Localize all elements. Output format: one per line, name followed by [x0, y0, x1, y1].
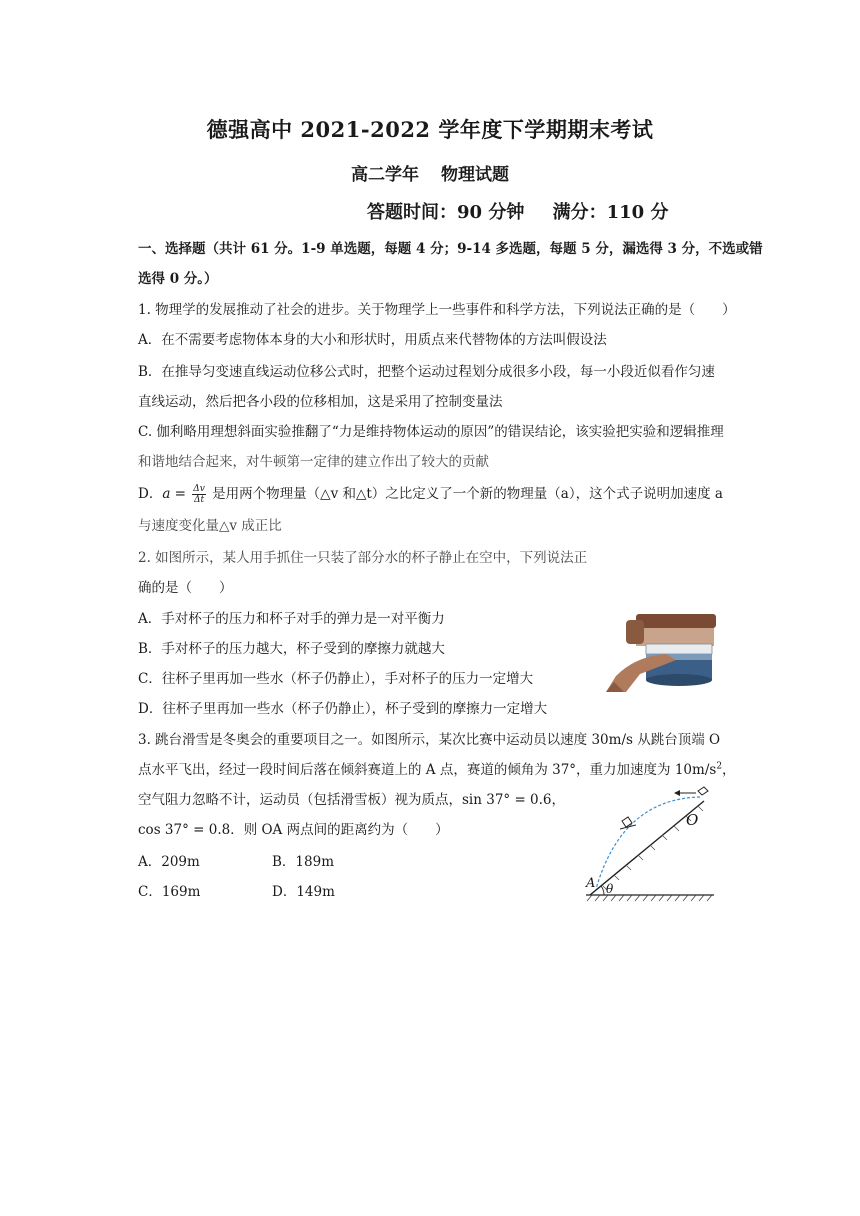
- q1-stem: 1. 物理学的发展推动了社会的进步。关于物理学上一些事件和科学方法，下列说法正确的是（ ）: [138, 302, 736, 318]
- ski-jump-diagram: [582, 785, 716, 903]
- time-limit: 答题时间：90 分钟: [367, 202, 525, 223]
- exam-subtitle: [0, 160, 860, 185]
- q1-option-c-line2: 和谐地结合起来，对牛顿第一定律的建立作出了较大的贡献: [138, 454, 489, 470]
- grade-label: 高二学年: [351, 165, 420, 185]
- label-o: O: [686, 811, 699, 829]
- q2-stem-line1: 2. 如图所示，某人用手抓住一只装了部分水的杯子静止在空中，下列说法正: [138, 550, 588, 566]
- q3-line2-main: 点水平飞出，经过一段时间后落在倾斜赛道上的 A 点，赛道的倾角为 37°，重力加速度为 10m/s: [138, 762, 717, 778]
- q3-line3: 空气阻力忽略不计，运动员（包括滑雪板）视为质点，sin 37° = 0.6，: [138, 792, 566, 808]
- label-theta: θ: [606, 882, 614, 896]
- q1-option-b-line2: 直线运动，然后把各小段的位移相加，这是采用了控制变量法: [138, 394, 503, 410]
- q1-option-b-line1: B．在推导匀变速直线运动位移公式时，把整个运动过程划分成很多小段，每一小段近似看作匀速: [138, 364, 715, 380]
- q1-d-prefix: D．: [138, 486, 163, 502]
- q1-d-denominator: Δt: [194, 495, 205, 505]
- q3-option-a: A．209m: [138, 854, 200, 870]
- q1-d-numerator: Δv: [193, 484, 205, 494]
- q2-option-c: C．往杯子里再加一些水（杯子仍静止），手对杯子的压力一定增大: [138, 671, 534, 687]
- q2-option-d: D．往杯子里再加一些水（杯子仍静止），杯子受到的摩擦力一定增大: [138, 701, 548, 717]
- section-heading-line1: 一、选择题（共计 61 分。1-9 单选题，每题 4 分；9-14 多选题，每题 5 分，漏选得 3 分，不选或错: [138, 241, 763, 257]
- q3-line2: [138, 758, 736, 778]
- exam-time-info: [367, 198, 690, 224]
- q1-option-d-line1: [138, 482, 723, 505]
- cup-in-hand-photo: [606, 612, 718, 694]
- angle-arc: [601, 886, 604, 895]
- q3-option-d: D．149m: [272, 884, 335, 900]
- q1-option-c-line1: C. 伽利略用理想斜面实验推翻了“力是维持物体运动的原因”的错误结论，该实验把实验和逻辑推理: [138, 424, 724, 440]
- label-a: A: [586, 876, 596, 891]
- skier-icon: [698, 787, 708, 795]
- q3-line2-superscript: 2: [716, 761, 723, 772]
- exam-title: 德强高中 2021-2022 学年度下学期期末考试: [206, 117, 654, 142]
- q1-d-variable: a: [162, 486, 171, 502]
- q3-line2-end: ，: [722, 762, 736, 778]
- q3-line4: cos 37° = 0.8．则 OA 两点间的距离约为（ ）: [138, 822, 449, 838]
- velocity-arrow-head: [674, 790, 680, 796]
- trajectory-curve: [596, 797, 700, 889]
- q2-option-b: B．手对杯子的压力越大，杯子受到的摩擦力就越大: [138, 641, 445, 657]
- q1-d-equals: =: [170, 486, 191, 502]
- q1-option-a: A．在不需要考虑物体本身的大小和形状时，用质点来代替物体的方法叫假设法: [138, 332, 607, 348]
- q3-line1: 3. 跳台滑雪是冬奥会的重要项目之一。如图所示，某次比赛中运动员以速度 30m/s 从跳台顶端 O: [138, 732, 721, 748]
- q3-option-c: C．169m: [138, 884, 201, 900]
- subject-label: 物理试题: [440, 165, 509, 185]
- q3-option-b: B．189m: [272, 854, 334, 870]
- q2-option-a: A．手对杯子的压力和杯子对手的弹力是一对平衡力: [138, 611, 445, 627]
- skier-midair-icon: [620, 817, 636, 829]
- q1-option-d-line2: 与速度变化量△v 成正比: [138, 518, 282, 534]
- q1-d-text: 是用两个物理量（△v 和△t）之比定义了一个新的物理量（a），这个式子说明加速度 a: [207, 486, 723, 502]
- section-heading-line2: 选得 0 分。）: [138, 271, 218, 287]
- full-score: 满分：110 分: [552, 202, 669, 223]
- q2-stem-line2: 确的是（ ）: [138, 580, 233, 596]
- q1-d-fraction: [192, 484, 206, 505]
